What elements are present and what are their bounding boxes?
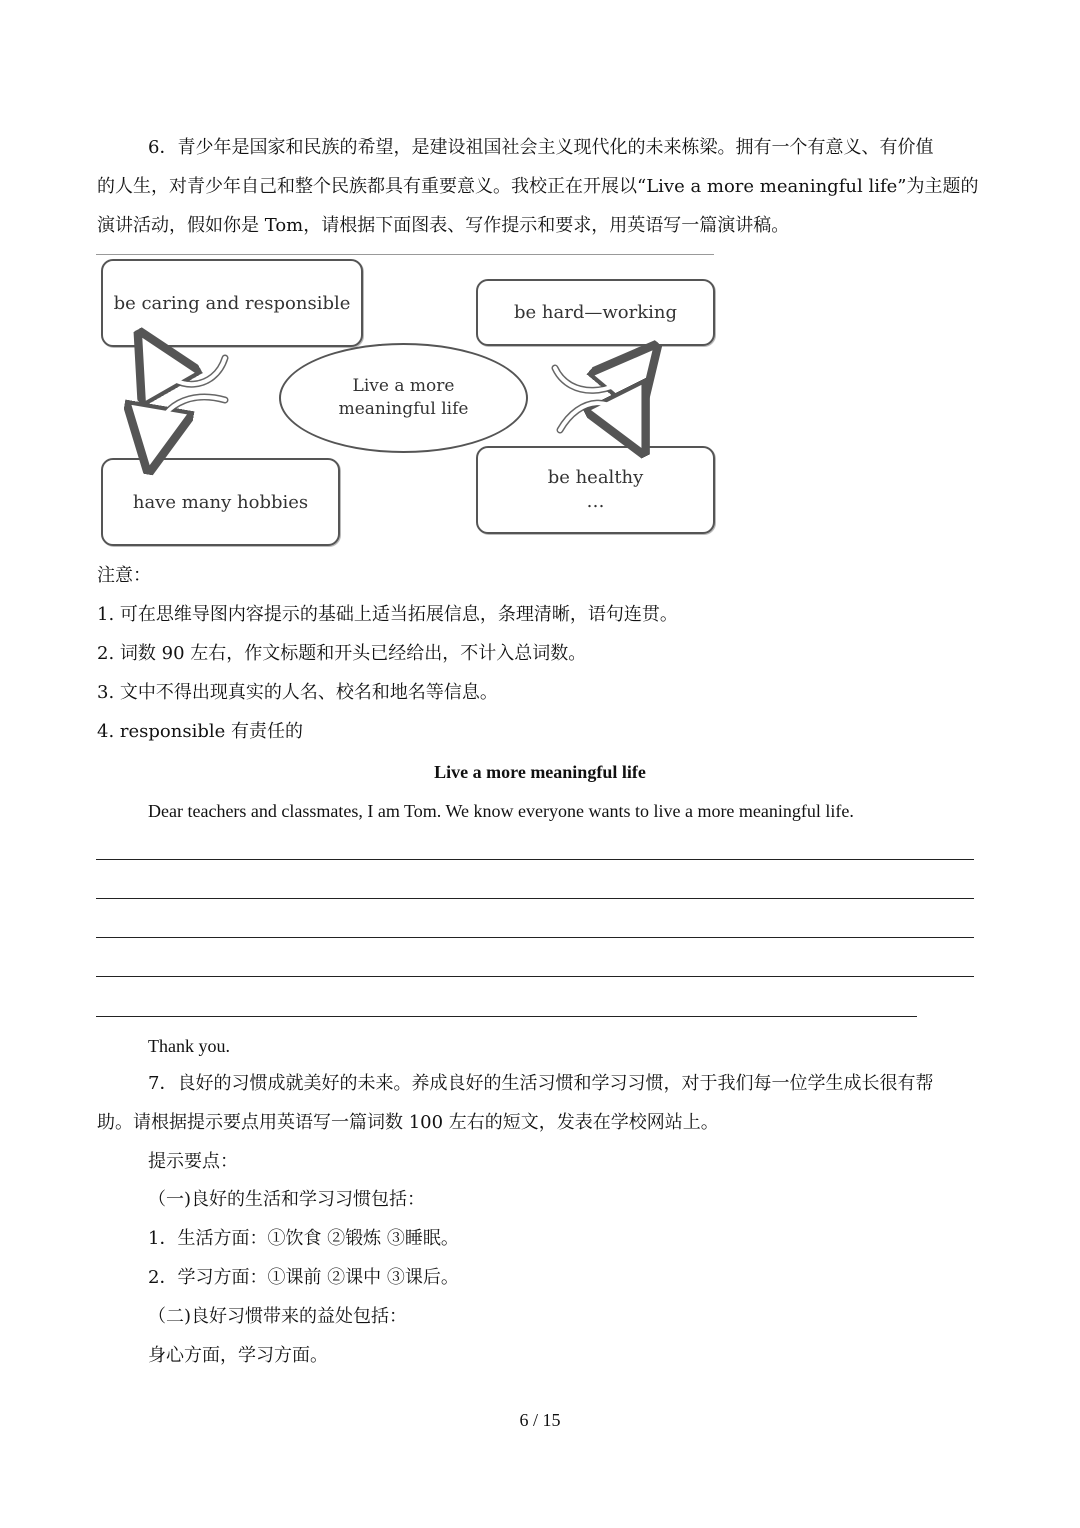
center-oval-line-2: meaningful life <box>338 399 469 419</box>
q7-tip-2: （二)良好习惯带来的益处包括： <box>148 1306 408 1327</box>
box-healthy-ellipsis: … <box>586 491 605 512</box>
box-healthy-label: be healthy <box>547 467 644 488</box>
answer-line-3[interactable] <box>96 937 974 938</box>
q6-line-1: 6．青少年是国家和民族的希望，是建设祖国社会主义现代化的未来栋梁。拥有一个有意义、有价值 <box>148 137 934 158</box>
answer-line-5[interactable] <box>96 1016 917 1017</box>
page-number: 6 / 15 <box>519 1410 561 1430</box>
essay-opening: Dear teachers and classmates, I am Tom. We know everyone wants to live a more meaningful life. <box>148 801 854 821</box>
essay-title: Live a more meaningful life <box>434 762 646 782</box>
q7-tip-1: （一)良好的生活和学习习惯包括： <box>148 1189 426 1210</box>
note-item-1: 1. 可在思维导图内容提示的基础上适当拓展信息，条理清晰，语句连贯。 <box>97 604 678 625</box>
center-oval-line-1: Live a more <box>352 376 455 396</box>
q7-line-1: 7．良好的习惯成就美好的未来。养成良好的生活习惯和学习习惯，对于我们每一位学生成长很有帮 <box>148 1073 934 1094</box>
answer-line-4[interactable] <box>96 976 974 977</box>
q6-line-3: 演讲活动，假如你是 Tom，请根据下面图表、写作提示和要求，用英语写一篇演讲稿。 <box>97 215 790 236</box>
q6-line-2: 的人生，对青少年自己和整个民族都具有重要意义。我校正在开展以“Live a more meaningful life”为主题的 <box>97 176 979 197</box>
box-caring-responsible-label: be caring and responsible <box>113 292 351 314</box>
note-item-3: 3. 文中不得出现真实的人名、校名和地名等信息。 <box>97 682 498 703</box>
box-hard-working-label: be hard—working <box>514 302 677 323</box>
answer-line-2[interactable] <box>96 898 974 899</box>
q7-tip-2a: 身心方面，学习方面。 <box>148 1345 328 1366</box>
curved-arrows <box>0 0 1080 600</box>
note-item-2: 2. 词数 90 左右，作文标题和开头已经给出，不计入总词数。 <box>97 643 587 664</box>
q7-tip-1b: 2．学习方面：①课前 ②课中 ③课后。 <box>148 1267 459 1288</box>
q7-line-2: 助。请根据提示要点用英语写一篇词数 100 左右的短文，发表在学校网站上。 <box>97 1112 719 1133</box>
essay-closing: Thank you. <box>148 1036 230 1056</box>
answer-line-1[interactable] <box>96 859 974 860</box>
box-many-hobbies-label: have many hobbies <box>132 491 309 513</box>
q7-tips-heading: 提示要点： <box>148 1151 238 1172</box>
notes-heading: 注意： <box>97 565 151 586</box>
q7-tip-1a: 1．生活方面：①饮食 ②锻炼 ③睡眠。 <box>148 1228 459 1249</box>
arrow-left-lower-icon <box>154 397 225 440</box>
note-item-4: 4. responsible 有责任的 <box>97 721 303 742</box>
